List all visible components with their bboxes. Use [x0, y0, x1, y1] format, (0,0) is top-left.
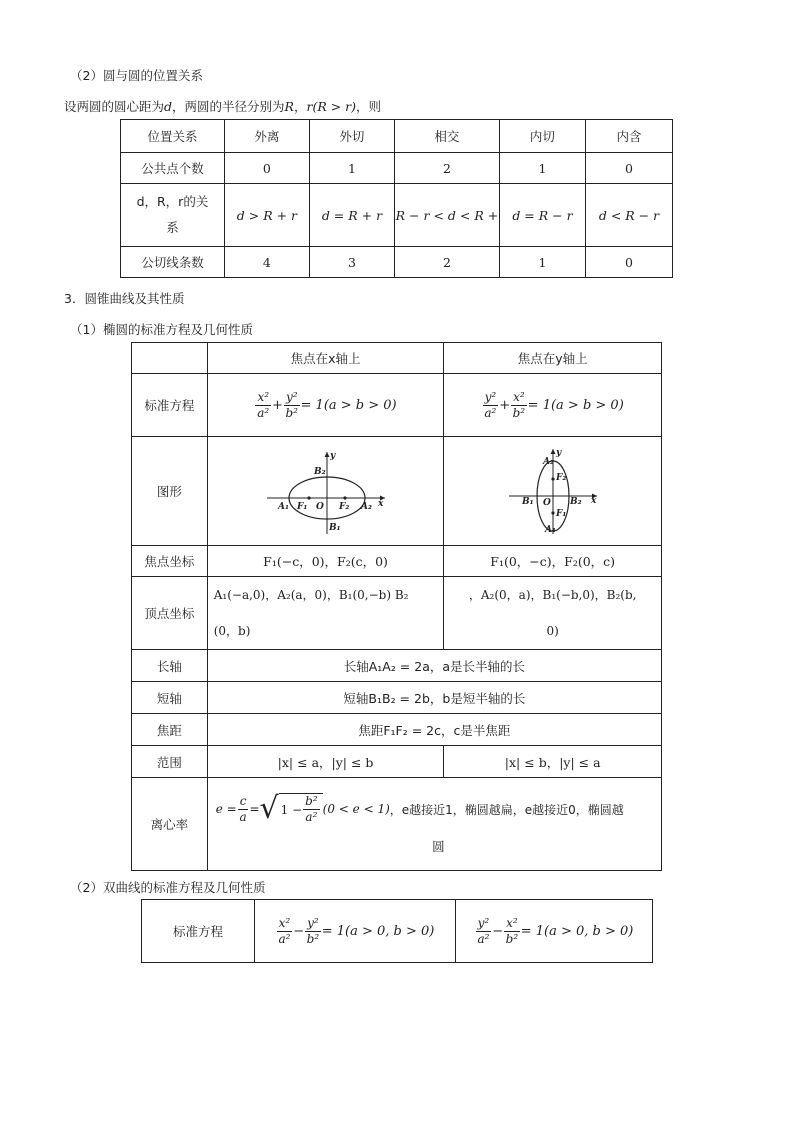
- ecc-last: 圆: [432, 839, 445, 854]
- header-cell: 位置关系: [121, 120, 225, 153]
- table-cell: 1: [309, 153, 394, 184]
- ecc-lhs: e =: [215, 802, 237, 816]
- focus-point: [343, 496, 346, 499]
- frac-den: a²: [477, 932, 490, 946]
- ellipse-x-graph: [261, 446, 391, 536]
- frac-den: b²: [306, 932, 320, 946]
- row-label: 标准方程: [142, 900, 255, 963]
- heading-circle-relation: （2）圆与圆的位置关系: [70, 68, 203, 83]
- table-cell: d = R + r: [309, 184, 394, 247]
- circle-table-header-row: [121, 120, 673, 153]
- eq-rest: = 1(a > 0, b > 0): [321, 924, 435, 939]
- table-row: [132, 714, 662, 746]
- label-F1: F₁: [296, 502, 307, 512]
- focus-y: F₁(0，−c)，F₂(0，c): [444, 546, 662, 577]
- circle-relation-table: [120, 119, 673, 278]
- hyperbola-eq-y: $\frac{\text{y²}}{\text{a²}}$ − $\frac{\text{x²}}{\text{b²}}$ = 1(a > 0, b > 0): [456, 900, 653, 963]
- row-label: 顶点坐标: [132, 577, 208, 650]
- frac-num: b²: [305, 794, 318, 808]
- table-row: [121, 184, 673, 247]
- eq-rest: = 1(a > b > 0): [527, 398, 624, 413]
- row-label: 离心率: [132, 778, 208, 871]
- intro-d: d: [164, 99, 173, 114]
- label-F2: F₂: [555, 473, 567, 483]
- intro-line: [64, 97, 381, 115]
- table-cell: 0: [224, 153, 309, 184]
- focal-distance-text: 焦距F₁F₂ = 2c，c是半焦距: [207, 714, 661, 746]
- label-x: x: [377, 499, 383, 509]
- table-cell: d = R − r: [499, 184, 585, 247]
- graph-cell-x: [207, 437, 444, 546]
- frac-num: y²: [477, 916, 490, 930]
- header-cell: 内含: [585, 120, 672, 153]
- table-cell: 0: [585, 153, 672, 184]
- label-O: O: [542, 498, 551, 508]
- table-cell: 0: [585, 247, 672, 278]
- frac-num: x²: [513, 390, 525, 404]
- ecc-cond: (0 < e < 1): [322, 802, 390, 816]
- range-y: |x| ≤ b，|y| ≤ a: [444, 746, 662, 778]
- frac-num: y²: [285, 390, 298, 404]
- label-F1: F₁: [555, 509, 567, 519]
- table-cell: d > R + r: [224, 184, 309, 247]
- header-cell: 外离: [224, 120, 309, 153]
- table-cell: 3: [309, 247, 394, 278]
- sqrt-sign: √: [259, 791, 279, 826]
- range-x: |x| ≤ a，|y| ≤ b: [207, 746, 444, 778]
- ecc-formula-line: [216, 793, 661, 825]
- label-B2: B₂: [569, 497, 582, 507]
- table-row: [121, 247, 673, 278]
- intro-pre: 设两圆的圆心距为: [64, 99, 165, 114]
- label-A1: A₁: [544, 525, 556, 535]
- label-y: y: [329, 451, 335, 461]
- intro-r: r(R > r): [306, 99, 357, 114]
- frac-num: x²: [506, 916, 518, 930]
- table-row: [132, 682, 662, 714]
- hyperbola-eq-x: $\frac{\text{x²}}{\text{a²}}$ − $\frac{\text{y²}}{\text{b²}}$ = 1(a > 0, b > 0): [255, 900, 456, 963]
- frac-den: a²: [305, 810, 318, 824]
- table-cell: 4: [224, 247, 309, 278]
- row-label: 图形: [132, 437, 208, 546]
- vertex-x-line1: A₁(−a,0)，A₂(a，0)，B₁(0,−b) B₂: [213, 588, 409, 602]
- label-A2: A₂: [542, 457, 554, 467]
- table-row: [121, 153, 673, 184]
- frac-den: b²: [285, 406, 298, 420]
- label-A1: A₁: [277, 502, 289, 512]
- ellipse-table: [131, 342, 662, 871]
- intro-sep: ，: [293, 99, 307, 114]
- heading-ellipse: （1）椭圆的标准方程及几何性质: [70, 322, 253, 337]
- ecc-text: ，e越接近1，椭圆越扁，e越接近0，椭圆越: [389, 802, 624, 817]
- header-cell: 内切: [499, 120, 585, 153]
- label-B1: B₁: [328, 523, 341, 533]
- vertex-y-line2: 0): [546, 624, 559, 638]
- label-x: x: [590, 496, 597, 506]
- label-O: O: [315, 502, 324, 512]
- equation-x: $\frac{\text{x²}}{\text{a²}}$ + $\frac{\text{y²}}{\text{b²}}$ = 1(a > b > 0): [207, 374, 444, 437]
- row-label: [121, 184, 225, 247]
- eccentricity-cell: [207, 778, 661, 871]
- col-header-y: 焦点在y轴上: [444, 343, 662, 374]
- frac-num: y²: [484, 390, 497, 404]
- table-cell: d < R − r: [585, 184, 672, 247]
- table-row: [132, 577, 662, 650]
- row-label: 公共点个数: [121, 153, 225, 184]
- table-row: [132, 778, 662, 871]
- y-axis-arrow: [324, 452, 329, 457]
- frac-den: a²: [484, 406, 497, 420]
- vertex-x: [207, 577, 444, 650]
- row-label: 公切线条数: [121, 247, 225, 278]
- intro-mid: ，两圆的半径分别为: [172, 99, 285, 114]
- label-A2: A₂: [360, 502, 372, 512]
- label-y: y: [555, 448, 561, 458]
- heading-conic: 3．圆锥曲线及其性质: [64, 291, 185, 306]
- frac-num: y²: [307, 916, 319, 930]
- header-cell: 相交: [394, 120, 499, 153]
- ellipse-header-row: [132, 343, 662, 374]
- equation-y: $\frac{\text{y²}}{\text{a²}}$ + $\frac{\text{x²}}{\text{b²}}$ = 1(a > b > 0): [444, 374, 662, 437]
- focus-point: [551, 511, 554, 514]
- table-cell: R − r < d < R +: [394, 184, 499, 247]
- y-axis-arrow: [550, 449, 555, 454]
- minor-axis-text: 短轴B₁B₂ = 2b，b是短半轴的长: [207, 682, 661, 714]
- eq-rest: = 1(a > 0, b > 0): [520, 924, 634, 939]
- frac-den: b²: [505, 932, 519, 946]
- hyperbola-table: [141, 899, 653, 963]
- table-cell: 1: [499, 153, 585, 184]
- ecc-eq: =: [249, 802, 260, 816]
- focus-point: [307, 496, 310, 499]
- row-label: 焦距: [132, 714, 208, 746]
- ecc-one: 1 −: [280, 802, 303, 817]
- frac-num: x²: [257, 390, 270, 404]
- vertex-x-line2: (0，b): [213, 624, 251, 638]
- intro-R: R: [284, 99, 294, 114]
- empty-corner-cell: [132, 343, 208, 374]
- row-label: 短轴: [132, 682, 208, 714]
- sqrt-radicand: [279, 793, 323, 825]
- frac-den: b²: [512, 406, 526, 420]
- focus-point: [551, 477, 554, 480]
- col-header-x: 焦点在x轴上: [207, 343, 444, 374]
- table-cell: 2: [394, 247, 499, 278]
- frac-den: a²: [278, 932, 291, 946]
- frac-num: x²: [278, 916, 291, 930]
- row-label-line1: d，R，r的关: [136, 194, 209, 209]
- label-F2: F₂: [338, 502, 349, 512]
- major-axis-text: 长轴A₁A₂ = 2a，a是长半轴的长: [207, 650, 661, 682]
- heading-hyperbola: （2）双曲线的标准方程及几何性质: [70, 880, 266, 895]
- eq-rest: = 1(a > b > 0): [300, 398, 397, 413]
- intro-post: ，则: [356, 99, 382, 114]
- row-label-line2: 系: [166, 220, 179, 235]
- vertex-y: [444, 577, 662, 650]
- table-row: [142, 900, 653, 963]
- row-label: 长轴: [132, 650, 208, 682]
- header-cell: 外切: [309, 120, 394, 153]
- row-label: 焦点坐标: [132, 546, 208, 577]
- row-label: 范围: [132, 746, 208, 778]
- row-label: 标准方程: [132, 374, 208, 437]
- table-row: [132, 374, 662, 437]
- table-cell: 1: [499, 247, 585, 278]
- label-B1: B₁: [521, 497, 534, 507]
- frac-den: a²: [257, 406, 270, 420]
- table-cell: 2: [394, 153, 499, 184]
- table-row: [132, 746, 662, 778]
- frac-num: c: [239, 793, 247, 808]
- sqrt-expr: [260, 793, 323, 825]
- focus-x: F₁(−c，0)，F₂(c，0): [207, 546, 444, 577]
- label-B2: B₂: [313, 467, 326, 477]
- vertex-y-line1: ，A₂(0，a)，B₁(−b,0)，B₂(b,: [468, 588, 637, 602]
- graph-cell-y: [444, 437, 662, 546]
- table-row: [132, 437, 662, 546]
- frac-den: a: [239, 809, 247, 824]
- table-row: [132, 650, 662, 682]
- ellipse-y-graph: [503, 446, 603, 536]
- table-row: [132, 546, 662, 577]
